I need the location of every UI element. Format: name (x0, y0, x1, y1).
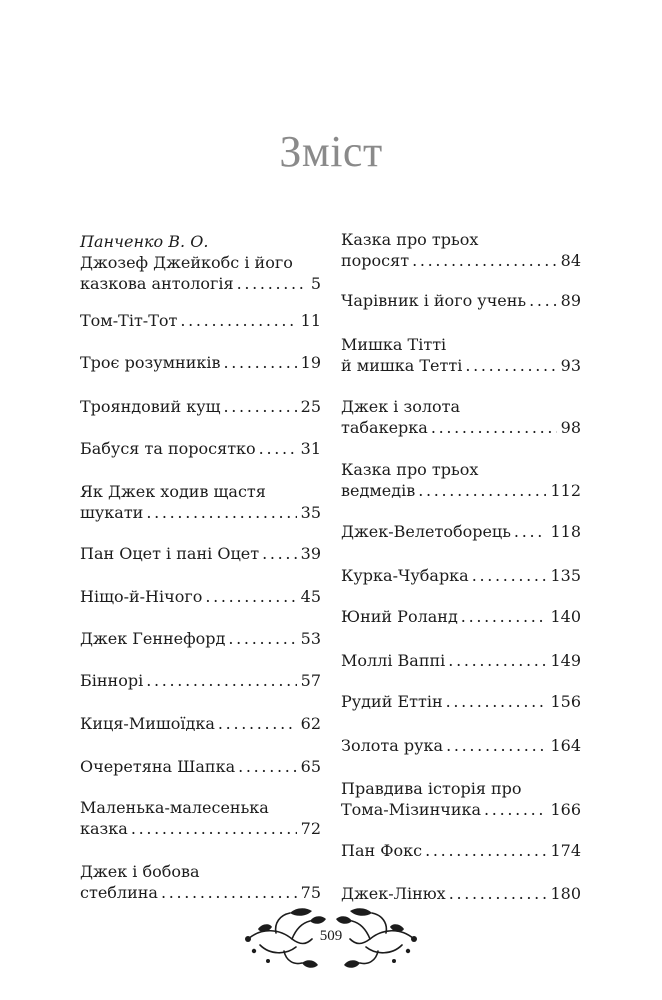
toc-entry-page: 25 (300, 397, 321, 416)
toc-entry (341, 650, 581, 671)
toc-entry-author: Панченко В. О. (80, 232, 209, 251)
dot-leader (431, 417, 557, 438)
toc-entry (80, 670, 321, 691)
toc-entry-title-line: Ніщо-й-Нічого (80, 587, 203, 606)
toc-entry (341, 606, 581, 627)
toc-entry (341, 691, 581, 712)
toc-entry-title-line: Курка-Чубарка (341, 566, 469, 585)
toc-entry-title-line: Джек-Велетоборець (341, 522, 511, 541)
dot-leader (146, 502, 296, 523)
toc-entry-title-line: Моллі Ваппі (341, 651, 446, 670)
toc-entry (80, 481, 321, 523)
toc-entry (341, 735, 581, 756)
toc-entry-page: 75 (300, 883, 321, 902)
toc-entry (80, 543, 321, 564)
dot-leader (425, 840, 546, 861)
toc-entry-title-line: поросят (341, 251, 410, 270)
toc-entry (80, 352, 321, 373)
toc-entry-page: 112 (550, 481, 581, 500)
toc-entry-title-line: Джек і бобова (80, 862, 200, 881)
toc-entry (80, 628, 321, 649)
toc-entry-title-line: Чарівник і його учень (341, 291, 527, 310)
toc-entry-title-line: Золота рука (341, 736, 444, 755)
toc-entry (341, 334, 581, 376)
toc-entry-title-line: Бабуся та поросятко (80, 439, 256, 458)
toc-entry (341, 290, 581, 311)
toc-entry-page: 140 (550, 607, 581, 626)
toc-entry-page: 11 (300, 311, 321, 330)
toc-entry-title-line: Пан Оцет і пані Оцет (80, 544, 260, 563)
toc-entry-title-line: Киця-Мишоїдка (80, 714, 215, 733)
toc-entry (341, 459, 581, 501)
toc-entry-title-line: Казка про трьох (341, 460, 479, 479)
toc-entry (80, 396, 321, 417)
toc-entry-page: 62 (300, 714, 321, 733)
toc-entry (341, 840, 581, 861)
toc-entry (80, 438, 321, 459)
dot-leader (446, 691, 547, 712)
dot-leader (205, 586, 296, 607)
toc-entry-page: 53 (300, 629, 321, 648)
dot-leader (446, 735, 546, 756)
dot-leader (529, 290, 557, 311)
dot-leader (449, 883, 547, 904)
toc-entry (341, 396, 581, 438)
toc-entry-page: 166 (550, 800, 581, 819)
dot-leader (412, 250, 557, 271)
dot-leader (161, 882, 297, 903)
toc-entry-title-line: Казка про трьох (341, 230, 479, 249)
toc-entry-page: 45 (300, 587, 321, 606)
toc-entry-title-line: Пан Фокс (341, 841, 423, 860)
toc-entry (341, 521, 581, 542)
toc-entry-title-line: Джек і золота (341, 397, 461, 416)
toc-entry-page: 31 (300, 439, 321, 458)
toc-entry-title-line: Джек-Лінюх (341, 884, 446, 903)
dot-leader (262, 543, 297, 564)
toc-entry-page: 118 (550, 522, 581, 541)
toc-entry-page: 84 (560, 251, 581, 270)
toc-entry-title-line: й мишка Тетті (341, 356, 463, 375)
dot-leader (224, 396, 297, 417)
toc-entry-title-line: казкова антологія (80, 274, 234, 293)
toc-entry-title-line: Як Джек ходив щастя (80, 482, 266, 501)
toc-entry-page: 39 (300, 544, 321, 563)
toc-entry (80, 586, 321, 607)
toc-entry-page: 89 (560, 291, 581, 310)
dot-leader (472, 565, 547, 586)
toc-entry (341, 883, 581, 904)
toc-entry-title-line: Маленька-малесенька (80, 798, 269, 817)
toc-entry-title-line: Правдива історія про (341, 779, 522, 798)
dot-leader (228, 628, 296, 649)
toc-entry-page: 65 (300, 757, 321, 776)
dot-leader (418, 480, 546, 501)
toc-entry-title-line: Тома-Мізинчика (341, 800, 482, 819)
dot-leader (237, 273, 307, 294)
toc-entry-title-line: стеблина (80, 883, 158, 902)
toc-entry (341, 229, 581, 271)
dot-leader (131, 818, 297, 839)
dot-leader (514, 521, 547, 542)
toc-entry-page: 174 (550, 841, 581, 860)
dot-leader (465, 355, 556, 376)
toc-entry (80, 756, 321, 777)
toc-entry (80, 797, 321, 839)
toc-entry-page: 149 (550, 651, 581, 670)
toc-entry-page: 164 (550, 736, 581, 755)
toc-entry-title-line: Мишка Тітті (341, 335, 447, 354)
toc-entry-title-line: Біннорі (80, 671, 144, 690)
dot-leader (461, 606, 547, 627)
toc-entry-page: 19 (300, 353, 321, 372)
dot-leader (238, 756, 297, 777)
toc-entry-page: 156 (550, 692, 581, 711)
toc-entry-title-line: Рудий Еттін (341, 692, 443, 711)
dot-leader (259, 438, 297, 459)
page-title: Зміст (279, 127, 383, 176)
toc-entry-title-line: шукати (80, 503, 144, 522)
toc-entry-title-line: казка (80, 819, 128, 838)
toc-entry-title-line: Том-Тіт-Тот (80, 311, 178, 330)
toc-entry (341, 565, 581, 586)
dot-leader (146, 670, 296, 691)
toc-entry-title-line: табакерка (341, 418, 428, 437)
toc-entry (80, 231, 321, 294)
dot-leader (448, 650, 546, 671)
toc-entry-page: 5 (310, 274, 321, 293)
dot-leader (224, 352, 297, 373)
toc-entry-page: 98 (560, 418, 581, 437)
toc-entry-title-line: ведмедів (341, 481, 416, 500)
toc-entry (80, 310, 321, 331)
toc-entry-title-line: Джек Геннефорд (80, 629, 226, 648)
toc-entry-title-line: Троє розумників (80, 353, 221, 372)
toc-entry-title-line: Джозеф Джейкобс і його (80, 253, 293, 272)
toc-entry-title-line: Юний Роланд (341, 607, 458, 626)
toc-entry-page: 72 (300, 819, 321, 838)
toc-entry-page: 180 (550, 884, 581, 903)
toc-entry-page: 93 (560, 356, 581, 375)
toc-entry-page: 57 (300, 671, 321, 690)
dot-leader (180, 310, 296, 331)
toc-entry-page: 35 (300, 503, 321, 522)
toc-entry-page: 135 (550, 566, 581, 585)
toc-entry (341, 778, 581, 820)
toc-entry (80, 713, 321, 734)
toc-entry (80, 861, 321, 903)
toc-entry-title-line: Очеретяна Шапка (80, 757, 236, 776)
dot-leader (484, 799, 546, 820)
toc-entry-title-line: Трояндовий кущ (80, 397, 221, 416)
page-number: 509 (319, 928, 343, 944)
dot-leader (218, 713, 297, 734)
